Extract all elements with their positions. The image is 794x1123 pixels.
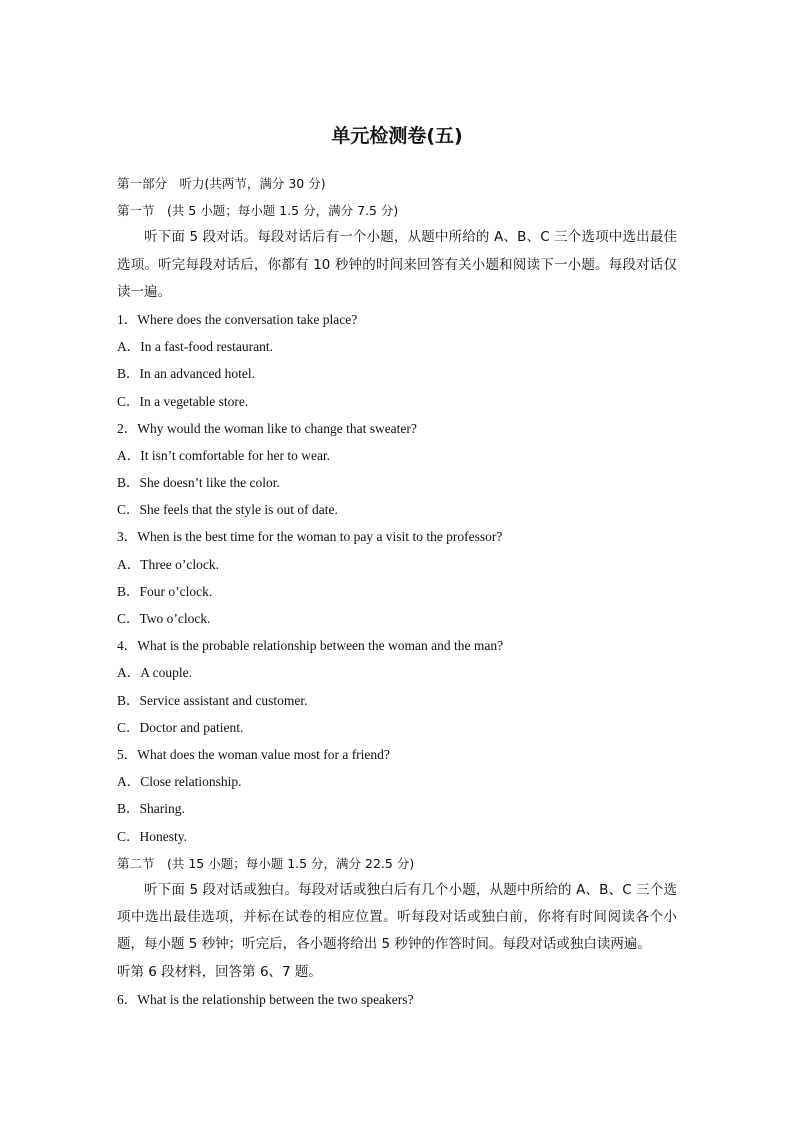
answer-option: A．Close relationship. <box>117 774 242 790</box>
question-stem: 5．What does the woman value most for a friend? <box>117 746 390 762</box>
answer-option: B．Sharing. <box>117 801 185 817</box>
answer-option: B．She doesn’t like the color. <box>117 475 280 491</box>
answer-option: B．In an advanced hotel. <box>117 366 255 382</box>
section1-instructions: 听下面 5 段对话。每段对话后有一个小题，从题中所给的 A、B、C 三个选项中选出最佳选项。听完每段对话后，你都有 10 秒钟的时间来回答有关小题和阅读下一小题。每段对话仅读一遍。 <box>117 229 677 300</box>
part1-heading: 第一部分 听力(共两节，满分 30 分) <box>117 176 326 191</box>
exam-body <box>117 170 677 1013</box>
answer-option: C．Two o’clock. <box>117 611 211 627</box>
answer-option: C．Doctor and patient. <box>117 719 244 735</box>
material-note: 听第 6 段材料，回答第 6、7 题。 <box>117 963 322 980</box>
answer-option: C．In a vegetable store. <box>117 393 249 409</box>
answer-option: C．Honesty. <box>117 828 187 844</box>
question-stem: 2．Why would the woman like to change that sweater? <box>117 420 417 436</box>
question-stem: 4．What is the probable relationship between the woman and the man? <box>117 638 504 654</box>
answer-option: A．In a fast-food restaurant. <box>117 339 273 355</box>
section2-instructions: 听下面 5 段对话或独白。每段对话或独白后有几个小题，从题中所给的 A、B、C 三个选项中选出最佳选项，并标在试卷的相应位置。听每段对话或独白前，你将有时间阅读各个小题，每小题 5 秒钟；听完后，各小题将给出 5 秒钟的作答时间。每段对话或独白读两遍。 <box>117 881 677 953</box>
question-stem: 1．Where does the conversation take place? <box>117 311 358 327</box>
section1-heading: 第一节 (共 5 小题；每小题 1.5 分，满分 7.5 分) <box>117 203 399 219</box>
answer-option: A．Three o’clock. <box>117 556 219 572</box>
question-stem: 6．What is the relationship between the two speakers? <box>117 991 414 1007</box>
page-title: 单元检测卷(五) <box>331 125 463 147</box>
answer-option: A．A couple. <box>117 665 192 681</box>
section2-heading: 第二节 (共 15 小题；每小题 1.5 分，满分 22.5 分) <box>117 855 415 871</box>
answer-option: B．Service assistant and customer. <box>117 692 308 708</box>
answer-option: A．It isn’t comfortable for her to wear. <box>117 447 331 463</box>
answer-option: C．She feels that the style is out of date. <box>117 502 338 518</box>
answer-option: B．Four o’clock. <box>117 583 213 599</box>
question-stem: 3．When is the best time for the woman to pay a visit to the professor? <box>117 529 503 545</box>
